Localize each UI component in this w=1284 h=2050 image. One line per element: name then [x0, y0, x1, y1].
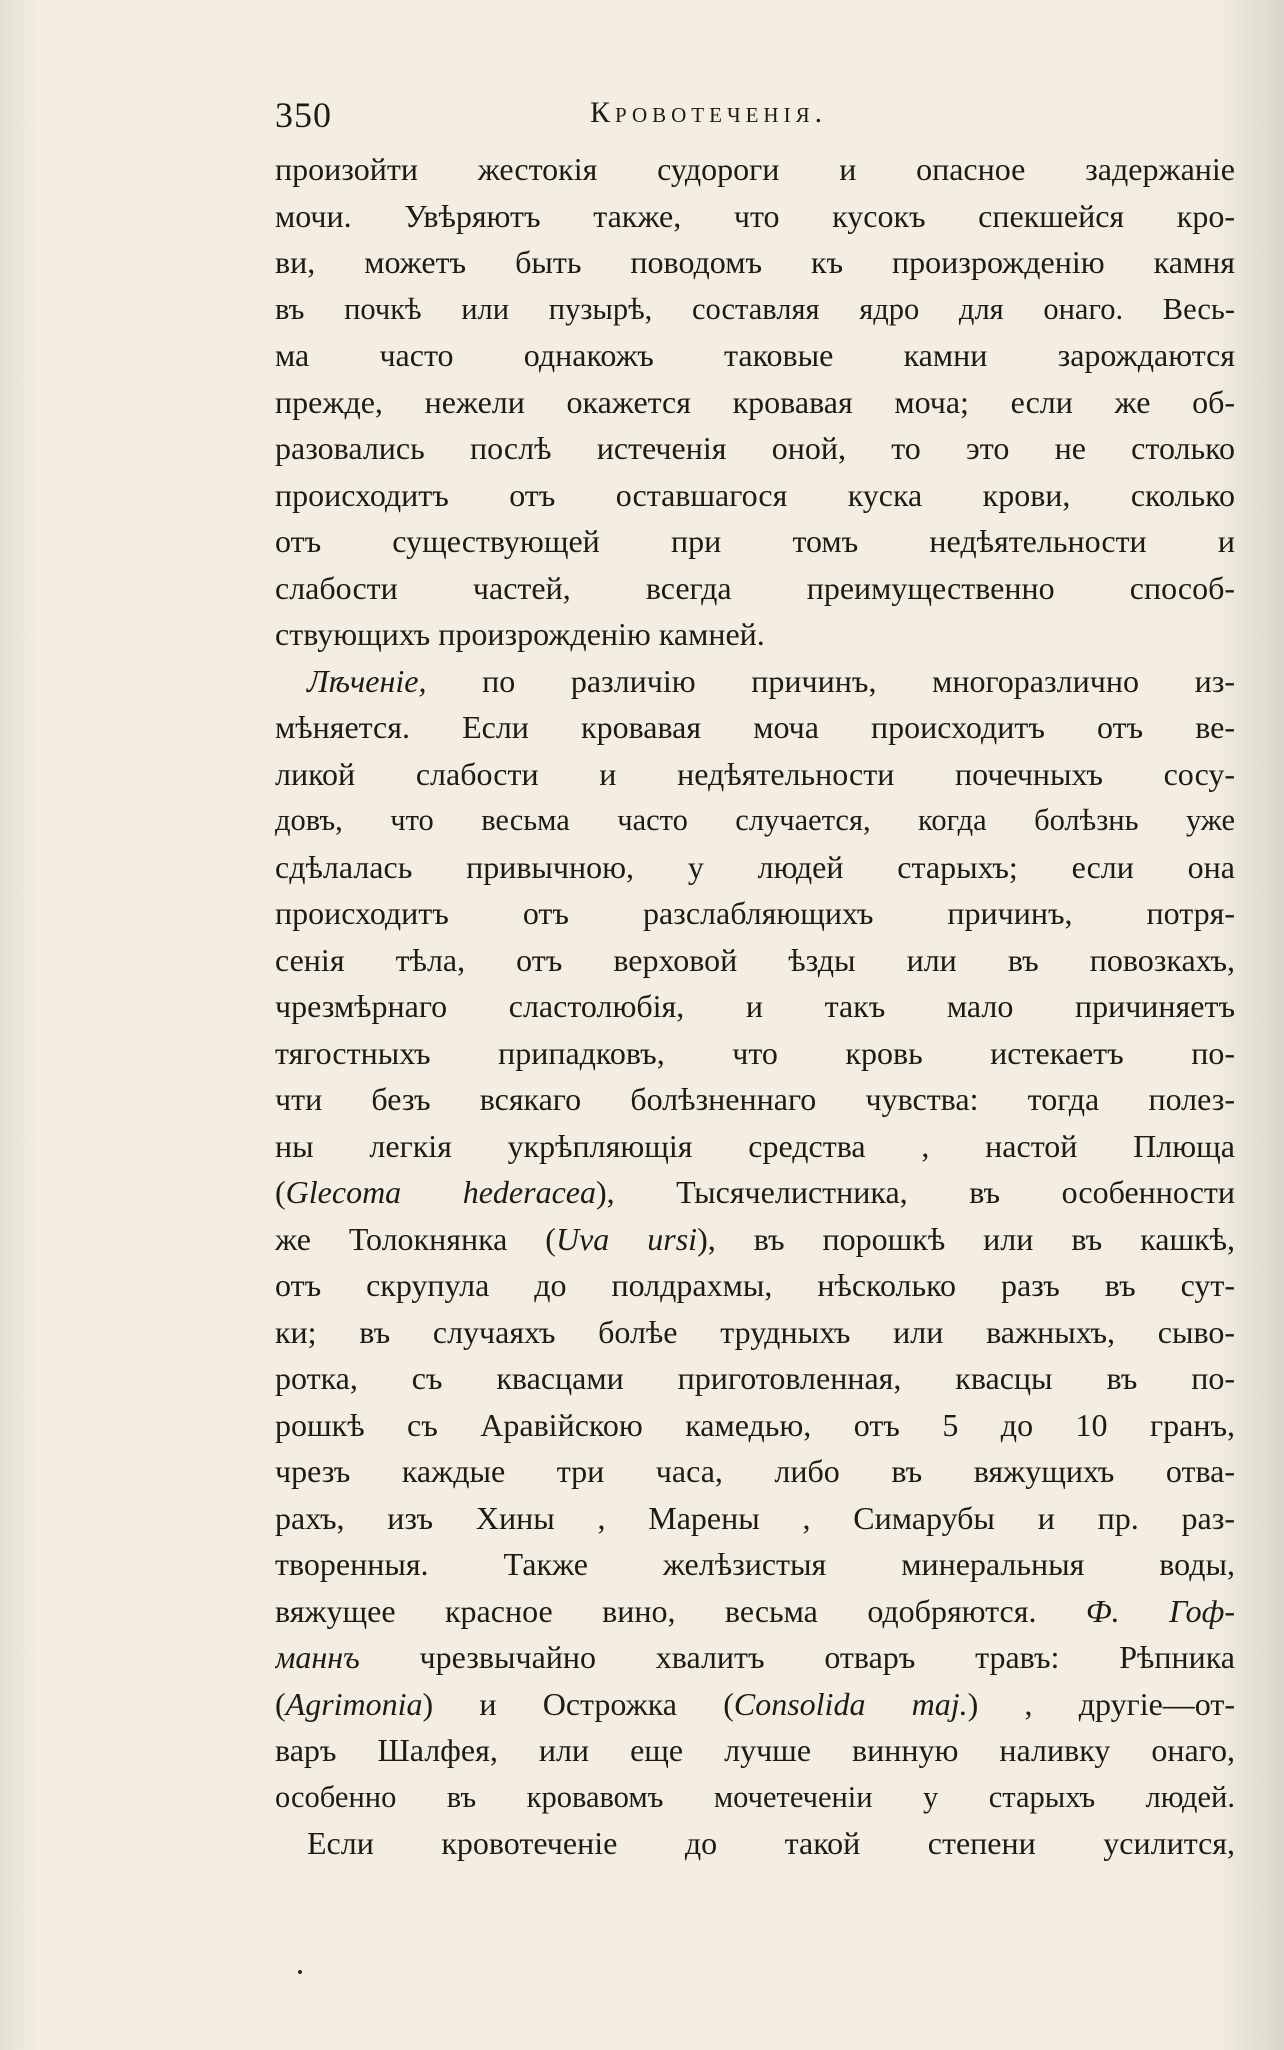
text-line: ки; въ случаяхъ болѣе трудныхъ или важныхъ, сыво- [275, 1313, 1235, 1350]
text-line: варъ Шалфея, или еще лучше винную наливку онаго, [275, 1732, 1235, 1768]
text-line: чрезъ каждые три часа, либо въ вяжущихъ отва- [275, 1453, 1235, 1489]
text-line: ви, можетъ быть поводомъ къ произрожденію камня [275, 244, 1235, 280]
italic-term: Consolida maj. [733, 1685, 968, 1722]
ink-dot [298, 1970, 302, 1974]
text-line: ма часто однакожъ таковые камни зарождаются [275, 337, 1235, 373]
text-line: ствующихъ произрожденію камней. [275, 616, 765, 652]
italic-term: маннъ [275, 1639, 360, 1675]
text-line: вяжущее красное вино, весьма одобряются. Ф. Гоф- [275, 1592, 1235, 1629]
italic-term: Uva ursi [555, 1220, 698, 1257]
text-line: рошкѣ съ Аравійскою камедью, отъ 5 до 10 гранъ, [275, 1406, 1235, 1443]
italic-term: Лѣченіе, [307, 662, 427, 699]
text-line: отъ скрупула до полдрахмы, нѣсколько разъ въ сут- [275, 1267, 1235, 1303]
page-number: 350 [275, 95, 332, 135]
italic-term: Agrimonia [285, 1685, 423, 1722]
body-text [275, 146, 1235, 1867]
text-line: Лѣченіе, по различію причинъ, многоразлично из- [307, 662, 1235, 699]
text-line: (Agrimonia) и Острожка (Consolida maj.) , другіе—от- [275, 1685, 1235, 1722]
text-line: творенныя. Также желѣзистыя минеральныя воды, [275, 1546, 1235, 1582]
italic-term: Glecoma hederacea [285, 1174, 596, 1210]
text-line: (Glecoma hederacea), Тысячелистника, въ особенности [275, 1174, 1235, 1210]
text-line: сенія тѣла, отъ верховой ѣзды или въ повозкахъ, [275, 941, 1235, 978]
text-line: произойти жестокія судороги и опасное задержаніе [275, 151, 1235, 187]
text-line: маннъ чрезвычайно хвалитъ отваръ травъ: Рѣпника [275, 1639, 1235, 1675]
text-line: особенно въ кровавомъ мочетеченіи у старыхъ людей. [275, 1779, 1235, 1814]
text-line: мѣняется. Если кровавая моча происходитъ отъ ве- [275, 709, 1235, 745]
text-line: же Толокнянка (Uva ursi), въ порошкѣ или въ кашкѣ, [275, 1220, 1235, 1257]
text-line: ротка, съ квасцами приготовленная, квасцы въ по- [275, 1360, 1235, 1396]
text-line: въ почкѣ или пузырѣ, составляя ядро для онаго. Весь- [275, 291, 1235, 326]
text-line: Если кровотеченіе до такой степени усилится, [307, 1825, 1235, 1861]
text-line: чти безъ всякаго болѣзненнаго чувства: тогда полез- [275, 1081, 1235, 1117]
running-title: Кровотеченія. [590, 96, 828, 129]
text-line: разовались послѣ истеченія оной, то это не столько [275, 430, 1235, 466]
italic-term: Ф. Гоф- [1085, 1592, 1235, 1629]
text-line: происходитъ отъ разслабляющихъ причинъ, потря- [275, 895, 1235, 931]
text-line: прежде, нежели окажется кровавая моча; если же об- [275, 383, 1235, 420]
text-line: рахъ, изъ Хины , Марены , Симарубы и пр. раз- [275, 1499, 1235, 1536]
text-line: ны легкія укрѣпляющія средства , настой Плюща [275, 1127, 1235, 1164]
text-line: мочи. Увѣряютъ также, что кусокъ спекшейся кро- [275, 197, 1235, 234]
text-line: происходитъ отъ оставшагося куска крови, сколько [275, 476, 1235, 513]
text-line: отъ существующей при томъ недѣятельности и [275, 523, 1235, 559]
text-line: сдѣлалась привычною, у людей старыхъ; если она [275, 848, 1235, 885]
text-line: довъ, что весьма часто случается, когда болѣзнь уже [275, 803, 1235, 837]
text-line: ликой слабости и недѣятельности почечныхъ сосу- [275, 755, 1235, 792]
text-line: тягостныхъ припадковъ, что кровь истекаетъ по- [275, 1034, 1235, 1071]
text-line: слабости частей, всегда преимущественно способ- [275, 569, 1235, 606]
text-line: чрезмѣрнаго сластолюбія, и такъ мало причиняетъ [275, 988, 1235, 1024]
page-header [275, 94, 1235, 144]
